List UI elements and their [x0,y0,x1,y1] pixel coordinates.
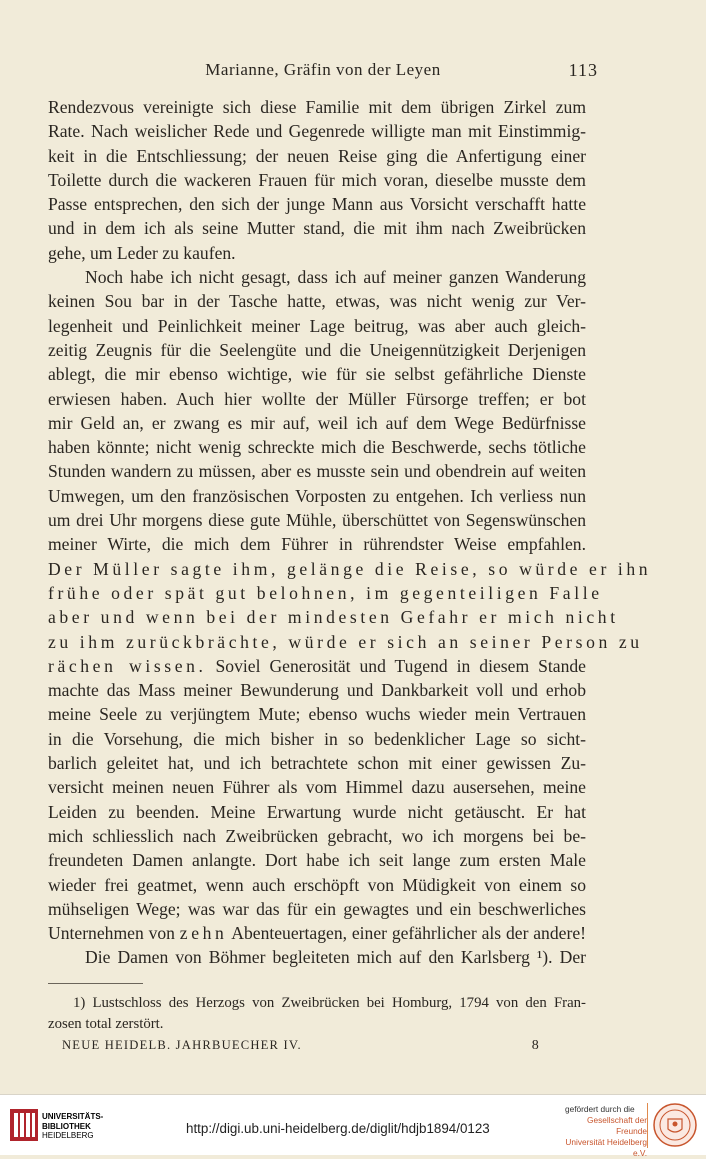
library-name-line: UNIVERSITÄTS- [42,1112,104,1121]
library-name-line: BIBLIOTHEK [42,1121,91,1131]
text-line: meine Seele zu verjüngtem Mute; ebenso wuchs wieder mein Vertrauen [48,704,586,725]
text-line: barlich geleitet hat, und ich betrachtete schon mit einer gewissen Zu- [48,753,586,774]
text-line: mir Geld an, er zwang es mir auf, weil ich auf dem Wege Bedürfnisse [48,412,586,433]
footnote [48,993,586,1035]
text-line: haben könnte; nicht wenig schreckte mich die Beschwerde, sechs tötliche [48,437,586,458]
text-line: freundeten Damen anlangte. Dort habe ich seit lange zum ersten Male [48,850,586,871]
text-line: Noch habe ich nicht gesagt, dass ich auf meiner ganzen Wanderung [85,267,586,288]
sponsor-credit [555,1104,647,1159]
text-fragment: Soviel Generosität und Tugend in diesem Stande [206,655,586,676]
text-line: erwiesen haben. Auch hier wollte der Müller Fürsorge treffen; er bot [48,388,586,409]
spaced-phrase: zehn [179,923,228,944]
text-fragment: Abenteuertagen, einer gefährlicher als der andere! [227,923,586,944]
printer-signature [62,1038,540,1058]
text-line: wieder frei geatmet, wenn auch erschöpft von Müdigkeit von einem so [48,874,586,895]
text-line: keit in die Entschliessung; der neuen Reise ging die Anfertigung einer [48,145,586,166]
footnote-rule [48,983,143,984]
text-line: versicht meinen neuen Führer als vom Himmel dazu ausersehen, meine [48,777,586,798]
body-text [48,95,652,970]
text-line: Toilette durch die wackeren Frauen für mich voran, dieselbe musste dem [48,169,586,190]
text-line [48,654,586,678]
library-name [42,1112,103,1141]
text-line: mühseligen Wege; was war das für ein gewagtes und ein beschwerliches [48,898,586,919]
running-head-title: Marianne, Gräfin von der Leyen [205,60,441,79]
text-line: gehe, um Leder zu kaufen. [48,242,236,263]
text-line: meiner Wirte, die mich dem Führer in rührendster Weise empfahlen. [48,534,586,555]
permalink-url[interactable]: http://digi.ub.uni-heidelberg.de/diglit/hdjb1894/0123 [186,1121,490,1136]
spaced-phrase: rächen wissen. [48,655,207,676]
footer-divider [647,1103,648,1148]
text-line: Umwegen, um den französischen Vorposten zu entgehen. Ich verliess nun [48,485,586,506]
university-seal-icon [652,1101,698,1149]
text-line: in die Vorsehung, die mich bisher in so bedenklicher Lage so sicht- [48,728,586,749]
text-line: Die Damen von Böhmer begleiteten mich auf den Karlsberg ¹). Der [85,947,586,968]
text-line [48,921,586,945]
signature-number: 8 [531,1038,540,1053]
running-head [48,60,598,84]
sponsor-by: gefördert durch die [565,1104,635,1114]
text-line-spaced: Der Müller sagte ihm, gelänge die Reise, so würde er ihn [48,558,652,579]
footnote-line: zosen total zerstört. [48,1016,164,1032]
text-line: Leiden zu beenden. Meine Erwartung wurde nicht getäuscht. Er hat [48,801,586,822]
text-line-spaced: aber und wenn bei der mindesten Gefahr er mich nicht [48,607,619,628]
signature-title: NEUE HEIDELB. JAHRBUECHER IV. [62,1038,302,1052]
text-line: und in dem ich als seine Mutter stand, die mit ihm nach Zweibrücken [48,218,586,239]
text-fragment: Unternehmen von [48,923,180,944]
page-number: 113 [568,60,598,80]
digitization-footer [0,1094,706,1158]
text-line: mich schliesslich nach Zweibrücken gebracht, wo ich morgens bei be- [48,825,586,846]
sponsor-org: Universität Heidelberg e.V. [565,1137,647,1158]
text-line: ablegt, die mir ebenso wichtige, wie für sie selbst gefährliche Dienste [48,364,586,385]
library-logo-icon [10,1109,38,1141]
text-line: Rendezvous vereinigte sich diese Familie mit dem übrigen Zirkel zum [48,97,586,117]
text-line: um drei Uhr morgens diese gute Mühle, überschüttet von Segenswünschen [48,510,586,531]
text-line-spaced: zu ihm zurückbrächte, würde er sich an seiner Person zu [48,631,643,652]
footnote-line: 1) Lustschloss des Herzogs von Zweibrücken bei Homburg, 1794 von den Fran- [73,995,586,1011]
text-line-spaced: frühe oder spät gut belohnen, im gegenteiligen Falle [48,582,603,603]
text-line: Passe entsprechen, den sich der junge Mann aus Vorsicht verschafft hatte [48,194,586,215]
text-line: Stunden wandern zu müssen, aber es musste sein und obendrein auf weiten [48,461,586,482]
text-line: Rate. Nach weislicher Rede und Gegenrede willigte man mit Einstimmig- [48,121,586,142]
sponsor-org: Gesellschaft der Freunde [587,1115,647,1136]
library-name-line: HEIDELBERG [42,1131,94,1140]
text-line: legenheit und Peinlichkeit meiner Lage beitrug, was aber auch gleich- [48,315,586,336]
text-line: keinen Sou bar in der Tasche hatte, etwas, was nicht wenig zur Ver- [48,291,586,312]
text-line: zeitig Zeugnis für die Seelengüte und die Uneigennützigkeit Derjenigen [48,339,586,360]
text-line: machte das Mass meiner Bewunderung und Dankbarkeit voll und erhob [48,680,586,701]
